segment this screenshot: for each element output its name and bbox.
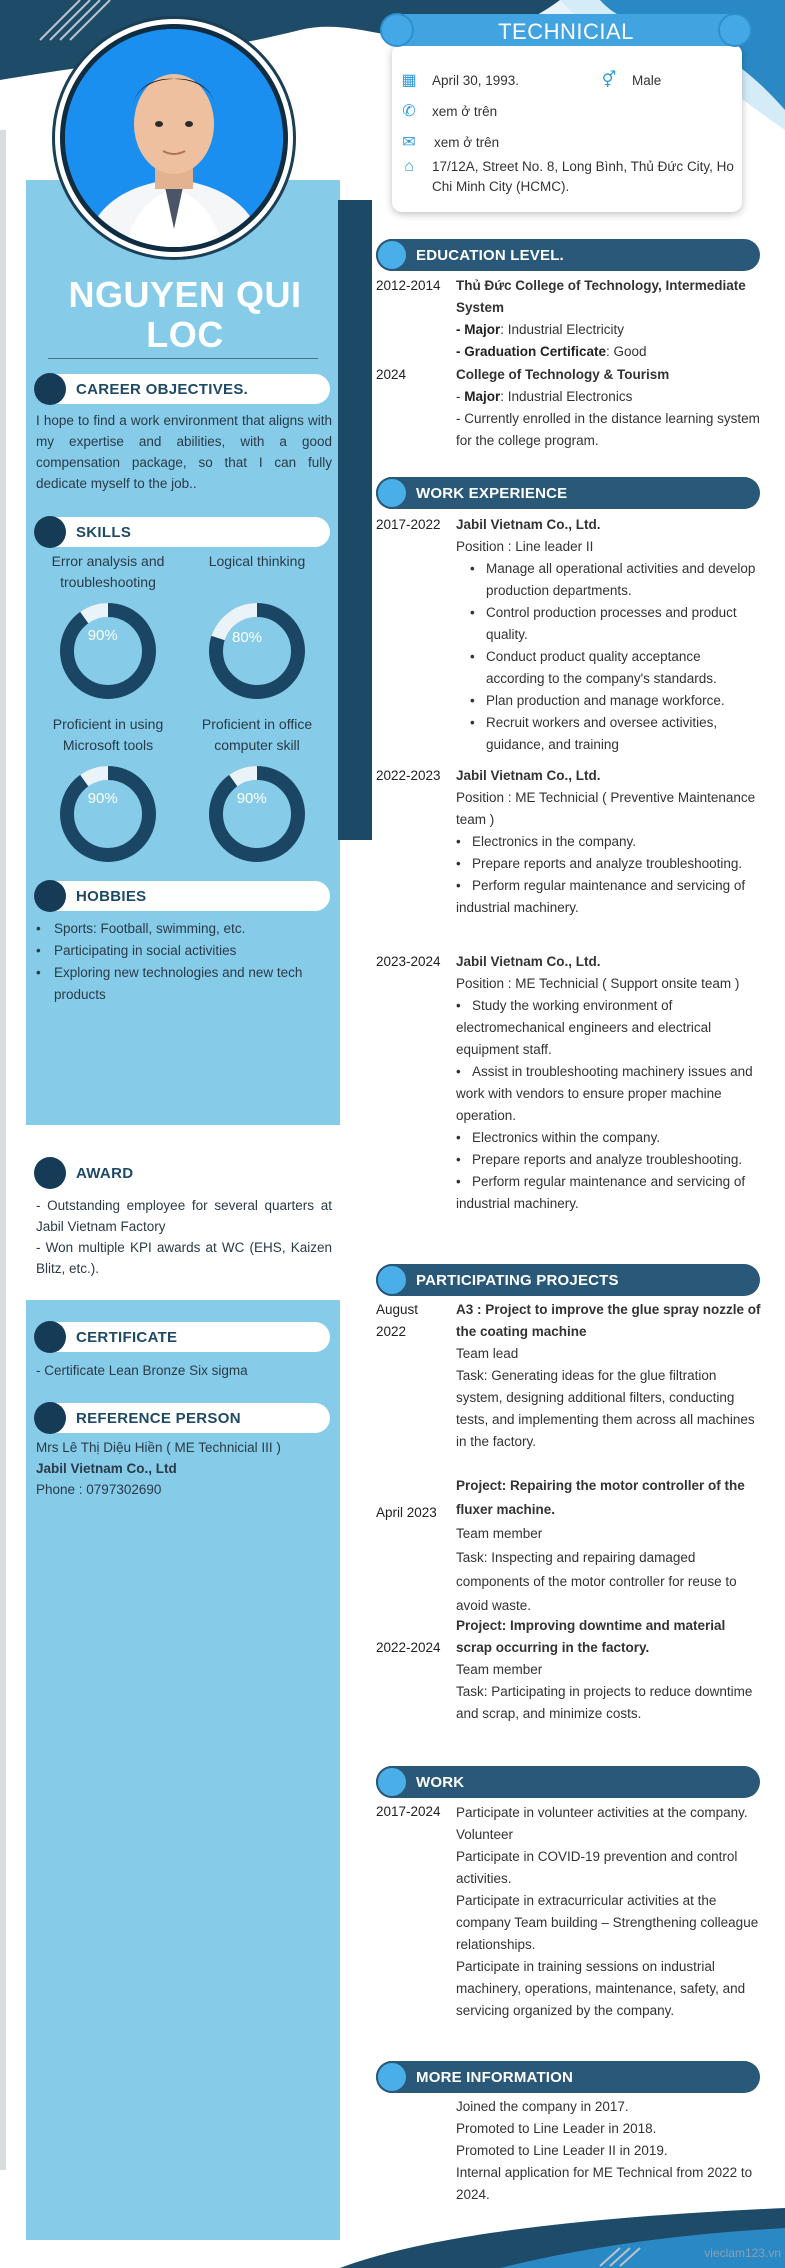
name-divider: [48, 358, 318, 359]
school-name: Thủ Đức College of Technology, Intermediate System: [456, 278, 746, 315]
skill-item: [182, 714, 332, 866]
list-item: • Plan production and manage workforce.: [456, 690, 761, 712]
list-item: Joined the company in 2017.: [456, 2099, 629, 2114]
section-dot-icon: [376, 1766, 408, 1798]
project-date: August 2022: [376, 1302, 419, 1339]
certificate-title: CERTIFICATE: [76, 1329, 178, 1346]
school-name: College of Technology & Tourism: [456, 367, 670, 382]
email-icon: ✉: [402, 134, 416, 151]
list-item: • Study the working environment of electromechanical engineers and electrical equipment staff.: [456, 998, 712, 1057]
skill-ring: [56, 762, 160, 866]
hobbies-list: [36, 918, 332, 1006]
duties-list: [456, 995, 761, 1215]
skills-header: [34, 517, 330, 547]
job-position: Position : ME Technicial ( Preventive Maintenance team ): [456, 790, 756, 827]
project-date: 2022-2024: [376, 1640, 441, 1655]
list-item: • Exploring new technologies and new tech products: [36, 962, 332, 1006]
site-watermark: vieclam123.vn: [704, 2246, 781, 2260]
list-item: Participate in COVID-19 prevention and control activities.: [456, 1849, 738, 1886]
job-entry: [456, 765, 761, 919]
list-item: - Won multiple KPI awards at WC (EHS, Kaizen Blitz, etc.).: [36, 1240, 332, 1276]
list-item: • Conduct product quality acceptance according to the company's standards.: [456, 646, 761, 690]
reference-phone: Phone : 0797302690: [36, 1482, 162, 1497]
skill-percent: 80%: [231, 629, 263, 647]
skill-item: [33, 714, 183, 866]
project-role: Team lead: [456, 1346, 519, 1361]
more-info-title: MORE INFORMATION: [416, 2069, 574, 2086]
reference-title: REFERENCE PERSON: [76, 1410, 241, 1427]
work-entry: [456, 1802, 761, 2022]
job-date: 2023-2024: [376, 954, 441, 969]
list-item: Volunteer: [456, 1827, 514, 1842]
work-date: 2017-2024: [376, 1804, 441, 1819]
company-name: Jabil Vietnam Co., Ltd.: [456, 954, 601, 969]
career-objectives-header: [34, 374, 330, 404]
company-name: Jabil Vietnam Co., Ltd.: [456, 768, 601, 783]
skill-ring: [56, 599, 160, 703]
list-item: • Recruit workers and oversee activities, guidance, and training: [456, 712, 761, 756]
portrait-illustration: [65, 29, 283, 247]
more-info-entry: [456, 2096, 761, 2206]
project-role: Team member: [456, 1526, 543, 1541]
hobbies-header: [34, 881, 330, 911]
project-date: April 2023: [376, 1505, 437, 1520]
skill-percent: 90%: [87, 626, 118, 644]
list-item: • Perform regular maintenance and servicing of industrial machinery.: [456, 1174, 746, 1211]
job-position: Position : ME Technicial ( Support onsite team ): [456, 976, 740, 991]
candidate-name: NGUYEN QUI LOC: [68, 274, 302, 355]
work-header: [376, 1766, 760, 1798]
award-title: AWARD: [76, 1165, 134, 1182]
section-dot-icon: [376, 1264, 408, 1296]
education-note: - Currently enrolled in the distance learning system for the college program.: [456, 411, 760, 448]
list-item: Promoted to Line Leader II in 2019.: [456, 2143, 668, 2158]
personal-info-card: [392, 44, 742, 212]
left-border-stripe: [0, 130, 6, 2170]
work-experience-title: WORK EXPERIENCE: [416, 485, 568, 502]
career-objectives-text: I hope to find a work environment that aligns with my expertise and abilities, with a good compensation package, so that I can fully dedicate myself to the job..: [36, 413, 332, 491]
birth-date: April 30, 1993.: [432, 73, 520, 88]
company-name: Jabil Vietnam Co., Ltd.: [456, 517, 601, 532]
list-item: • Perform regular maintenance and servicing of industrial machinery.: [456, 878, 746, 915]
list-item: Participate in extracurricular activities at the company Team building – Strengthening colleague relationships.: [456, 1893, 759, 1952]
project-name: Project: Improving downtime and material scrap occurring in the factory.: [456, 1618, 726, 1655]
skill-ring: [205, 599, 309, 703]
project-entry: [456, 1299, 761, 1453]
address: 17/12A, Street No. 8, Long Bình, Thủ Đức City, Ho Chi Minh City (HCMC).: [432, 159, 734, 194]
project-task: Task: Generating ideas for the glue filtration system, designing additional filters, conducting tests, and implementing them across all machines in the factory.: [456, 1368, 755, 1449]
career-objectives-title: CAREER OBJECTIVES.: [76, 381, 249, 398]
list-item: Promoted to Line Leader in 2018.: [456, 2121, 657, 2136]
certificate-header: [34, 1322, 330, 1352]
list-item: • Prepare reports and analyze troubleshooting.: [456, 1152, 743, 1167]
education-major: - Major: Industrial Electronics: [456, 389, 633, 404]
work-title: WORK: [416, 1774, 465, 1791]
duties-list: [456, 831, 761, 919]
reference-header: [34, 1403, 330, 1433]
phone: xem ở trên: [432, 104, 498, 119]
project-name: A3 : Project to improve the glue spray nozzle of the coating machine: [456, 1302, 761, 1339]
skill-label: Proficient in using Microsoft tools: [52, 716, 164, 753]
section-dot-icon: [34, 1321, 66, 1353]
skill-ring: [205, 762, 309, 866]
skill-percent: 90%: [87, 789, 118, 807]
list-item: Internal application for ME Technical from 2022 to 2024.: [456, 2165, 753, 2202]
job-date: 2022-2023: [376, 768, 441, 783]
skill-item: [182, 551, 332, 703]
project-entry: [456, 1615, 761, 1725]
project-role: Team member: [456, 1662, 543, 1677]
skills-title: SKILLS: [76, 524, 132, 541]
skill-label: Error analysis and troubleshooting: [51, 553, 165, 590]
reference-company: Jabil Vietnam Co., Ltd: [36, 1461, 177, 1476]
job-position: Position : Line leader II: [456, 539, 594, 554]
list-item: • Manage all operational activities and develop production departments.: [456, 558, 761, 602]
list-item: • Control production processes and product quality.: [456, 602, 761, 646]
list-item: • Electronics within the company.: [456, 1130, 661, 1145]
project-task: Task: Participating in projects to reduce downtime and scrap, and minimize costs.: [456, 1684, 753, 1721]
section-dot-icon: [34, 1157, 66, 1189]
more-info-header: [376, 2061, 760, 2093]
education-date: 2012-2014: [376, 278, 441, 293]
skill-label: Logical thinking: [208, 553, 306, 569]
project-name: Project: Repairing the motor controller of the fluxer machine.: [456, 1478, 745, 1517]
reference-details: [36, 1437, 332, 1500]
education-header: [376, 239, 760, 271]
list-item: • Prepare reports and analyze troubleshooting.: [456, 856, 743, 871]
award-header: [34, 1158, 330, 1188]
list-item: • Participating in social activities: [36, 940, 332, 962]
reference-name: Mrs Lê Thị Diệu Hiền ( ME Technicial III ): [36, 1440, 281, 1455]
section-dot-icon: [34, 1402, 66, 1434]
education-major: - Major: Industrial Electricity: [456, 322, 625, 337]
list-item: • Electronics in the company.: [456, 834, 637, 849]
education-title: EDUCATION LEVEL.: [416, 247, 564, 264]
phone-icon: ✆: [402, 103, 416, 120]
projects-header: [376, 1264, 760, 1296]
location-icon: ⌂: [404, 158, 414, 175]
duties-list: [456, 558, 761, 756]
work-experience-header: [376, 477, 760, 509]
left-column-dark-edge: [338, 200, 372, 840]
projects-title: PARTICIPATING PROJECTS: [416, 1272, 619, 1289]
job-entry: [456, 514, 761, 756]
gender: Male: [632, 73, 662, 88]
email: xem ở trên: [434, 135, 500, 150]
section-dot-icon: [34, 880, 66, 912]
job-title: TECHNICIAL: [498, 19, 634, 44]
section-dot-icon: [34, 373, 66, 405]
section-dot-icon: [376, 477, 408, 509]
list-item: • Sports: Football, swimming, etc.: [36, 918, 332, 940]
section-dot-icon: [376, 2061, 408, 2093]
skill-percent: 90%: [236, 789, 267, 807]
list-item: Participate in volunteer activities at the company.: [456, 1805, 748, 1820]
job-date: 2017-2022: [376, 517, 441, 532]
avatar: [60, 24, 288, 252]
education-certificate: - Graduation Certificate: Good: [456, 344, 647, 359]
job-title-bar: [382, 14, 750, 46]
education-date: 2024: [376, 367, 407, 382]
education-entry: [456, 275, 761, 363]
education-entry: [456, 364, 761, 452]
list-item: • Assist in troubleshooting machinery issues and work with vendors to ensure proper machine operation.: [456, 1064, 753, 1123]
list-item: - Outstanding employee for several quarters at Jabil Vietnam Factory: [36, 1198, 332, 1234]
section-dot-icon: [34, 516, 66, 548]
certificate-text: - Certificate Lean Bronze Six sigma: [36, 1363, 248, 1378]
skill-label: Proficient in office computer skill: [201, 716, 313, 753]
award-text: [36, 1195, 332, 1279]
job-entry: [456, 951, 761, 1215]
list-item: Participate in training sessions on industrial machinery, operations, maintenance, safety, and servicing organized by the company.: [456, 1959, 746, 2018]
gender-icon: ⚥: [601, 72, 617, 89]
skill-item: [33, 551, 183, 703]
section-dot-icon: [376, 239, 408, 271]
project-entry: [456, 1474, 761, 1618]
calendar-icon: ▦: [401, 72, 417, 89]
hobbies-title: HOBBIES: [76, 888, 147, 905]
project-task: Task: Inspecting and repairing damaged components of the motor controller for reuse to avoid waste.: [456, 1550, 737, 1613]
